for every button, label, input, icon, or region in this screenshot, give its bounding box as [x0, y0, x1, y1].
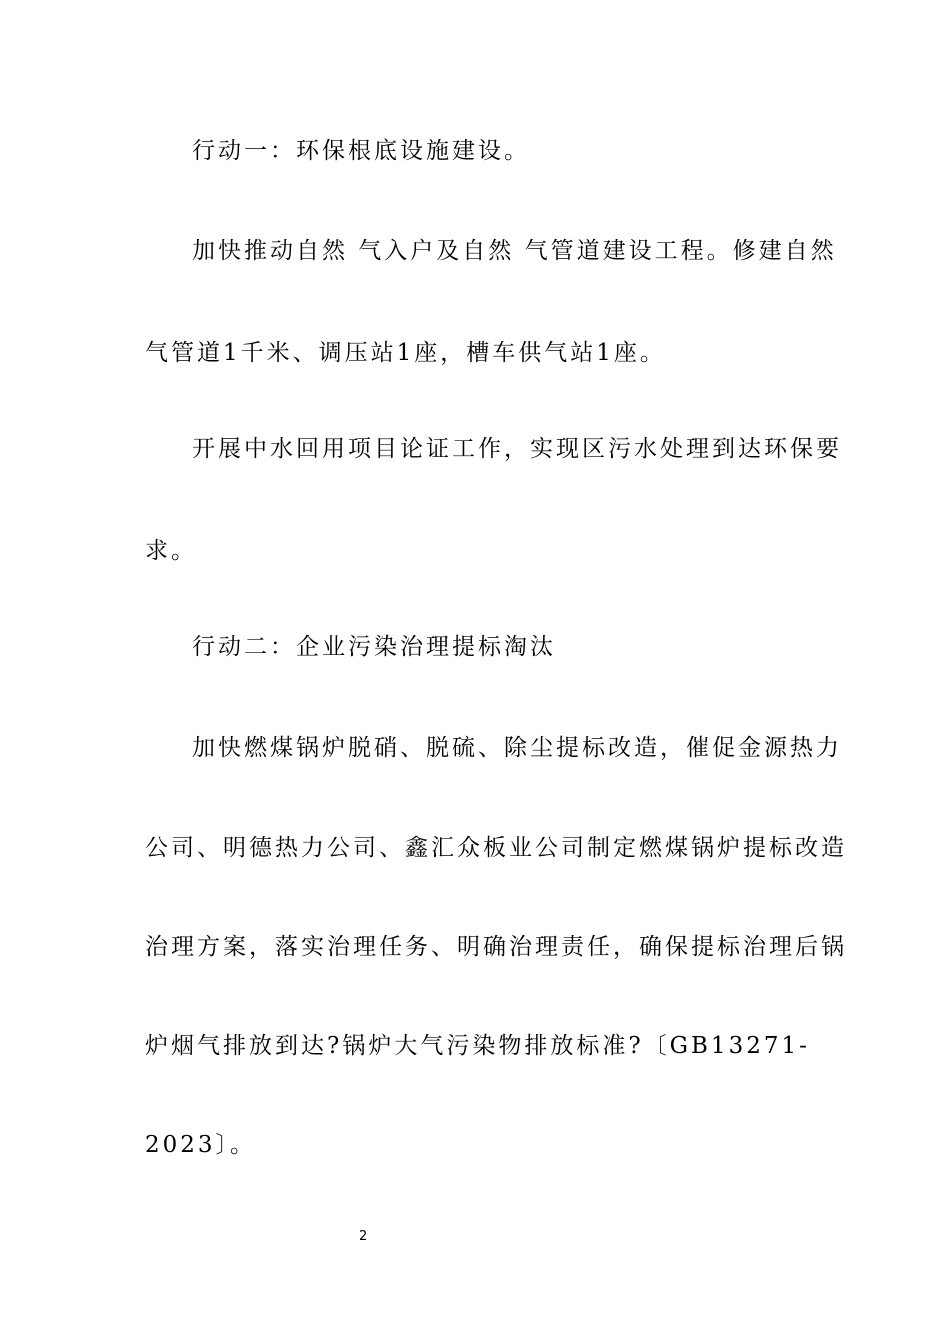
paragraph-line: 2023〕。	[145, 1132, 257, 1158]
paragraph-line: 公司、明德热力公司、鑫汇众板业公司制定燃煤锅炉提标改造	[145, 835, 847, 861]
paragraph-line: 炉烟气排放到达?锅炉大气污染物排放标准?〔GB13271-	[145, 1033, 810, 1059]
paragraph-line: 气管道1千米、调压站1座，槽车供气站1座。	[145, 340, 666, 366]
page-number: 2	[359, 1229, 368, 1244]
paragraph-line: 治理方案，落实治理任务、明确治理责任，确保提标治理后锅	[145, 934, 847, 960]
paragraph-line: 求。	[145, 538, 197, 564]
paragraph-line: 加快推动自然 气入户及自然 气管道建设工程。修建自然	[192, 238, 837, 264]
section-heading-action-one: 行动一：环保根底设施建设。	[192, 138, 530, 164]
section-heading-action-two: 行动二：企业污染治理提标淘汰	[192, 634, 556, 660]
paragraph-line: 开展中水回用项目论证工作，实现区污水处理到达环保要	[192, 436, 842, 462]
paragraph-line: 加快燃煤锅炉脱硝、脱硫、除尘提标改造，催促金源热力	[192, 735, 842, 761]
